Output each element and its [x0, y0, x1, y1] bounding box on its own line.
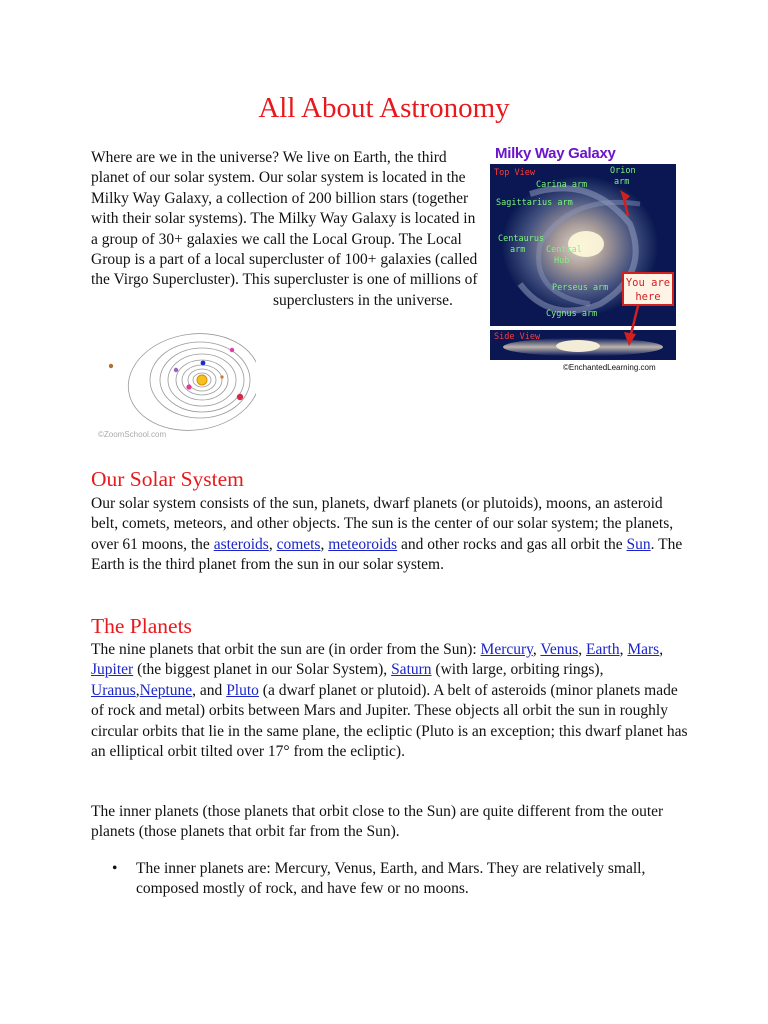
solar-text-2: and other rocks and gas all orbit the	[397, 535, 627, 553]
link-venus[interactable]: Venus	[540, 641, 579, 658]
planets-comma-1: ,	[532, 641, 541, 658]
orbits-illustration	[96, 330, 256, 442]
top-view-label: Top View	[494, 168, 535, 178]
planets-text-3: (with large, orbiting rings),	[431, 661, 604, 679]
solar-system-heading: Our Solar System	[91, 467, 244, 491]
solar-sep-2: ,	[320, 535, 329, 553]
link-uranus[interactable]: Uranus	[91, 681, 136, 699]
inner-planets-bullet: The inner planets are: Mercury, Venus, Earth, and Mars. They are relatively small, composed mostly of rock, and have few or no moons.	[136, 860, 646, 898]
orion-arm-label-line2: arm	[614, 177, 630, 187]
you-are-here-line1: You are	[625, 277, 671, 289]
intro-last-line: superclusters in the universe.	[273, 291, 453, 309]
solar-sep-1: ,	[268, 535, 277, 553]
solar-system-paragraph	[91, 494, 691, 576]
link-mercury[interactable]: Mercury	[480, 641, 533, 658]
link-jupiter[interactable]: Jupiter	[91, 661, 134, 679]
link-saturn[interactable]: Saturn	[391, 661, 432, 679]
cygnus-arm-label: Cygnus arm	[546, 309, 598, 319]
galaxy-illustration	[490, 164, 676, 374]
page-title: All About Astronomy	[258, 92, 510, 124]
solar-figure-credit: ©ZoomSchool.com	[98, 430, 167, 439]
planets-text-2: (the biggest planet in our Solar System),	[133, 661, 392, 679]
milky-way-figure	[490, 146, 682, 374]
sagittarius-arm-label: Sagittarius arm	[496, 198, 573, 208]
link-asteroids[interactable]: asteroids	[213, 535, 269, 553]
planets-text-1: The nine planets that orbit the sun are (in order from the Sun):	[91, 641, 481, 658]
central-hub-label-line2: Hub	[554, 256, 570, 266]
central-hub-label-line1: Central	[546, 245, 582, 255]
intro-text: Where are we in the universe? We live on Earth, the third planet of our solar system. Our solar system is located in the Milky Way Galaxy, a collection of 200 billion stars (together with their solar systems). The Milky Way Galaxy is located in a group of 30+ galaxies we call the Local Group. The Local Group is a part of a local supercluster of 100+ galaxies (called the Virgo Supercluster). This supercluster is one of millions of	[91, 149, 478, 289]
bullet-marker: •	[112, 860, 118, 877]
link-meteoroids[interactable]: meteoroids	[328, 535, 398, 553]
centaurus-arm-label-line2: arm	[510, 245, 526, 255]
planets-paragraph	[91, 640, 691, 762]
link-neptune[interactable]: Neptune	[139, 681, 193, 699]
planets-text-4: , and	[192, 681, 227, 699]
centaurus-arm-label-line1: Centaurus	[498, 234, 545, 244]
link-comets[interactable]: comets	[276, 535, 321, 553]
solar-text-3: . The Earth is the third planet from the sun in our solar system.	[91, 535, 683, 574]
planets-comma-3: ,	[619, 641, 628, 658]
link-sun[interactable]: Sun	[626, 535, 651, 553]
solar-system-figure	[96, 330, 256, 442]
intro-paragraph	[91, 148, 481, 311]
galaxy-figure-title: Milky Way Galaxy	[495, 145, 616, 162]
planets-comma-2: ,	[578, 641, 587, 658]
you-are-here-line2: here	[635, 291, 661, 303]
carina-arm-label: Carina arm	[536, 180, 588, 190]
planets-text-5: (a dwarf planet or plutoid). A belt of asteroids (minor planets made of rock and metal) orbits between Mars and Jupiter. These objects all orbit the sun in roughly circular orbits that lie in the same plane, the ecliptic (Pluto is an exception; this dwarf planet has an elliptical orbit tilted over 17° from the ecliptic).	[91, 681, 688, 761]
galaxy-image	[490, 164, 674, 472]
link-pluto[interactable]: Pluto	[226, 681, 259, 699]
solar-text-1: Our solar system consists of the sun, planets, dwarf planets (or plutoids), moons, an asteroid belt, comets, meteors, and other objects. The sun is the center of our solar system; the planets, over 61 moons, the	[91, 495, 674, 553]
planets-comma-5: ,	[135, 681, 140, 699]
side-view-label: Side View	[494, 332, 541, 342]
link-mars[interactable]: Mars	[627, 641, 660, 658]
link-earth[interactable]: Earth	[586, 641, 620, 658]
planets-heading: The Planets	[91, 614, 192, 638]
you-are-here-callout	[622, 272, 674, 306]
inner-outer-paragraph: The inner planets (those planets that orbit close to the Sun) are quite different from the outer planets (those planets that orbit far from the Sun).	[91, 803, 664, 841]
orion-arm-label-line1: Orion	[610, 166, 636, 176]
perseus-arm-label: Perseus arm	[552, 283, 609, 293]
galaxy-credit: ©EnchantedLearning.com	[563, 363, 656, 372]
planets-comma-4: ,	[659, 641, 664, 658]
